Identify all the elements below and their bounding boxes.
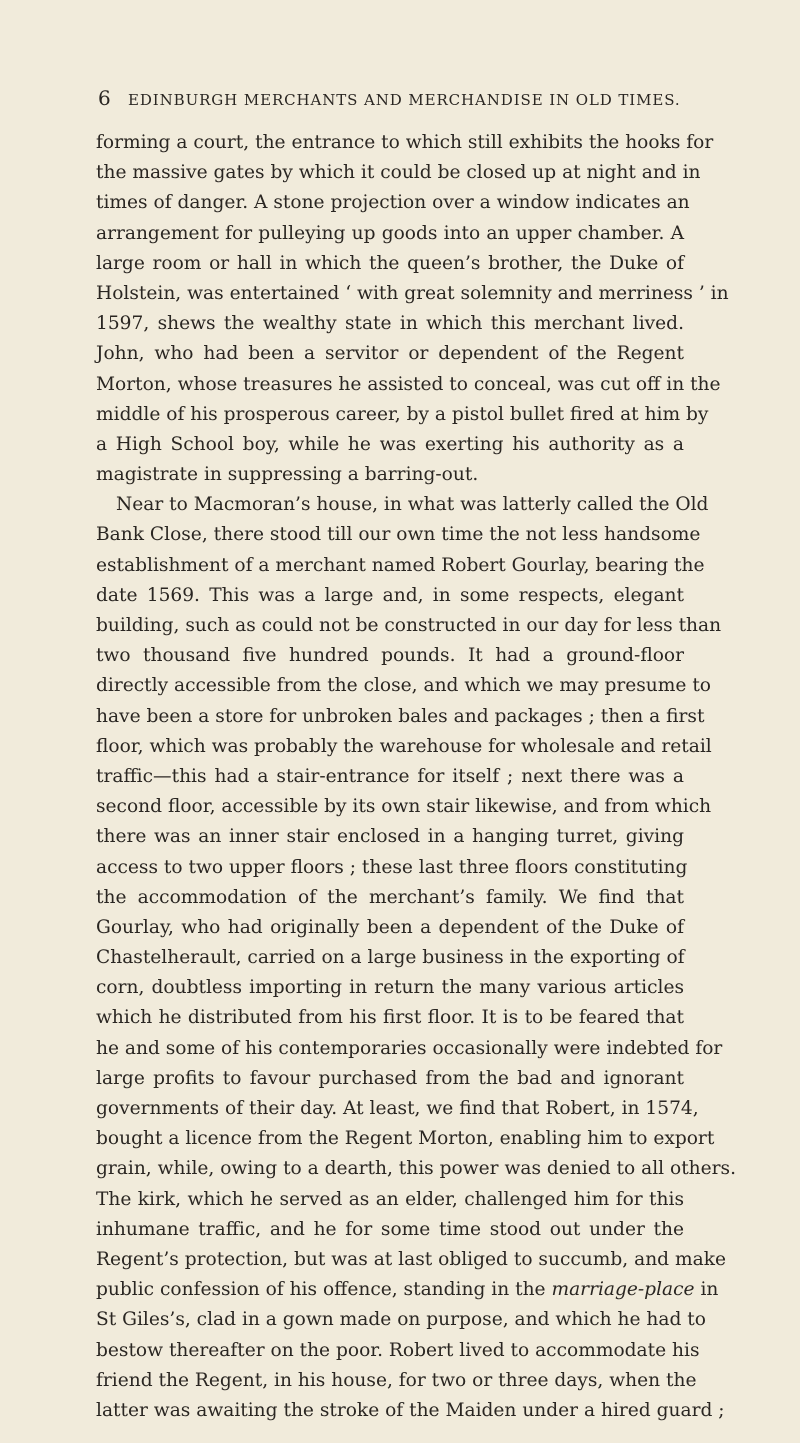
text-line <box>96 1275 719 1305</box>
text-line: a High School boy, while he was exerting his authority as a <box>96 433 684 455</box>
text-line: grain, while, owing to a dearth, this power was denied to all others. <box>96 1158 737 1180</box>
text-line: second floor, accessible by its own stair likewise, and from which <box>96 796 712 818</box>
text-line: the accommodation of the merchant’s family. We find that <box>96 886 684 908</box>
text-line: floor, which was probably the warehouse for wholesale and retail <box>96 735 712 757</box>
text-line: two thousand five hundred pounds. It had a ground-floor <box>96 645 684 667</box>
text-line: date 1569. This was a large and, in some respects, elegant <box>96 584 684 606</box>
text-line: inhumane traffic, and he for some time stood out under the <box>96 1218 684 1240</box>
text-line: 1597, shews the wealthy state in which this merchant lived. <box>96 313 684 335</box>
text-line: traffic—this had a stair-entrance for itself ; next there was a <box>96 765 684 787</box>
text-segment: public confession of his offence, standing in the <box>96 1279 552 1301</box>
text-line: governments of their day. At least, we find that Robert, in 1574, <box>96 1098 699 1119</box>
text-line: he and some of his contemporaries occasionally were indebted for <box>96 1037 723 1059</box>
text-segment: in <box>694 1279 719 1301</box>
text-line: Near to Macmoran’s house, in what was latterly called the Old <box>116 494 709 516</box>
text-line: there was an inner stair enclosed in a hanging turret, giving <box>96 826 684 848</box>
text-line: directly accessible from the close, and which we may presume to <box>96 675 711 697</box>
text-line: St Giles’s, clad in a gown made on purpose, and which he had to <box>96 1309 706 1331</box>
text-line: bestow thereafter on the poor. Robert lived to accommodate his <box>96 1339 700 1361</box>
text-line: the massive gates by which it could be closed up at night and in <box>96 162 701 184</box>
text-line: arrangement for pulleying up goods into an upper chamber. A <box>96 222 684 244</box>
text-line: large room or hall in which the queen’s brother, the Duke of <box>96 252 684 274</box>
text-line: middle of his prosperous career, by a pistol bullet fired at him by <box>96 403 709 425</box>
text-line: establishment of a merchant named Robert Gourlay, bearing the <box>96 554 705 576</box>
text-line: forming a court, the entrance to which still exhibits the hooks for <box>96 132 714 153</box>
text-line: bought a licence from the Regent Morton, enabling him to export <box>96 1128 715 1150</box>
text-line: latter was awaiting the stroke of the Maiden under a hired guard ; <box>96 1399 725 1421</box>
text-line: large profits to favour purchased from the bad and ignorant <box>96 1067 684 1089</box>
text-line: times of danger. A stone projection over a window indicates an <box>96 192 690 214</box>
text-line: John, who had been a servitor or dependent of the Regent <box>96 343 684 365</box>
page-number: 6 <box>98 86 112 110</box>
running-head <box>98 86 718 112</box>
text-line: Morton, whose treasures he assisted to conceal, was cut off in the <box>96 373 721 395</box>
text-line: friend the Regent, in his house, for two or three days, when the <box>96 1369 697 1391</box>
text-line: access to two upper floors ; these last three floors constituting <box>96 856 688 878</box>
text-line: magistrate in suppressing a barring-out. <box>96 464 479 486</box>
italic-term: marriage-place <box>551 1279 695 1301</box>
text-line: corn, doubtless importing in return the many various articles <box>96 977 684 999</box>
text-line: Bank Close, there stood till our own time the not less handsome <box>96 524 701 546</box>
running-title: EDINBURGH MERCHANTS AND MERCHANDISE IN OLD TIMES. <box>128 91 681 109</box>
text-line: building, such as could not be constructed in our day for less than <box>96 615 722 636</box>
text-line: which he distributed from his first floor. It is to be feared that <box>96 1007 684 1029</box>
text-line: Gourlay, who had originally been a dependent of the Duke of <box>96 916 684 938</box>
text-line: Holstein, was entertained ‘ with great solemnity and merriness ’ in <box>96 282 729 304</box>
text-line: Chastelherault, carried on a large business in the exporting of <box>96 947 685 969</box>
text-line: Regent’s protection, but was at last obliged to succumb, and make <box>96 1248 726 1270</box>
text-line: have been a store for unbroken bales and packages ; then a first <box>96 705 705 727</box>
text-line: The kirk, which he served as an elder, challenged him for this <box>96 1188 684 1210</box>
body-text <box>96 128 737 1426</box>
